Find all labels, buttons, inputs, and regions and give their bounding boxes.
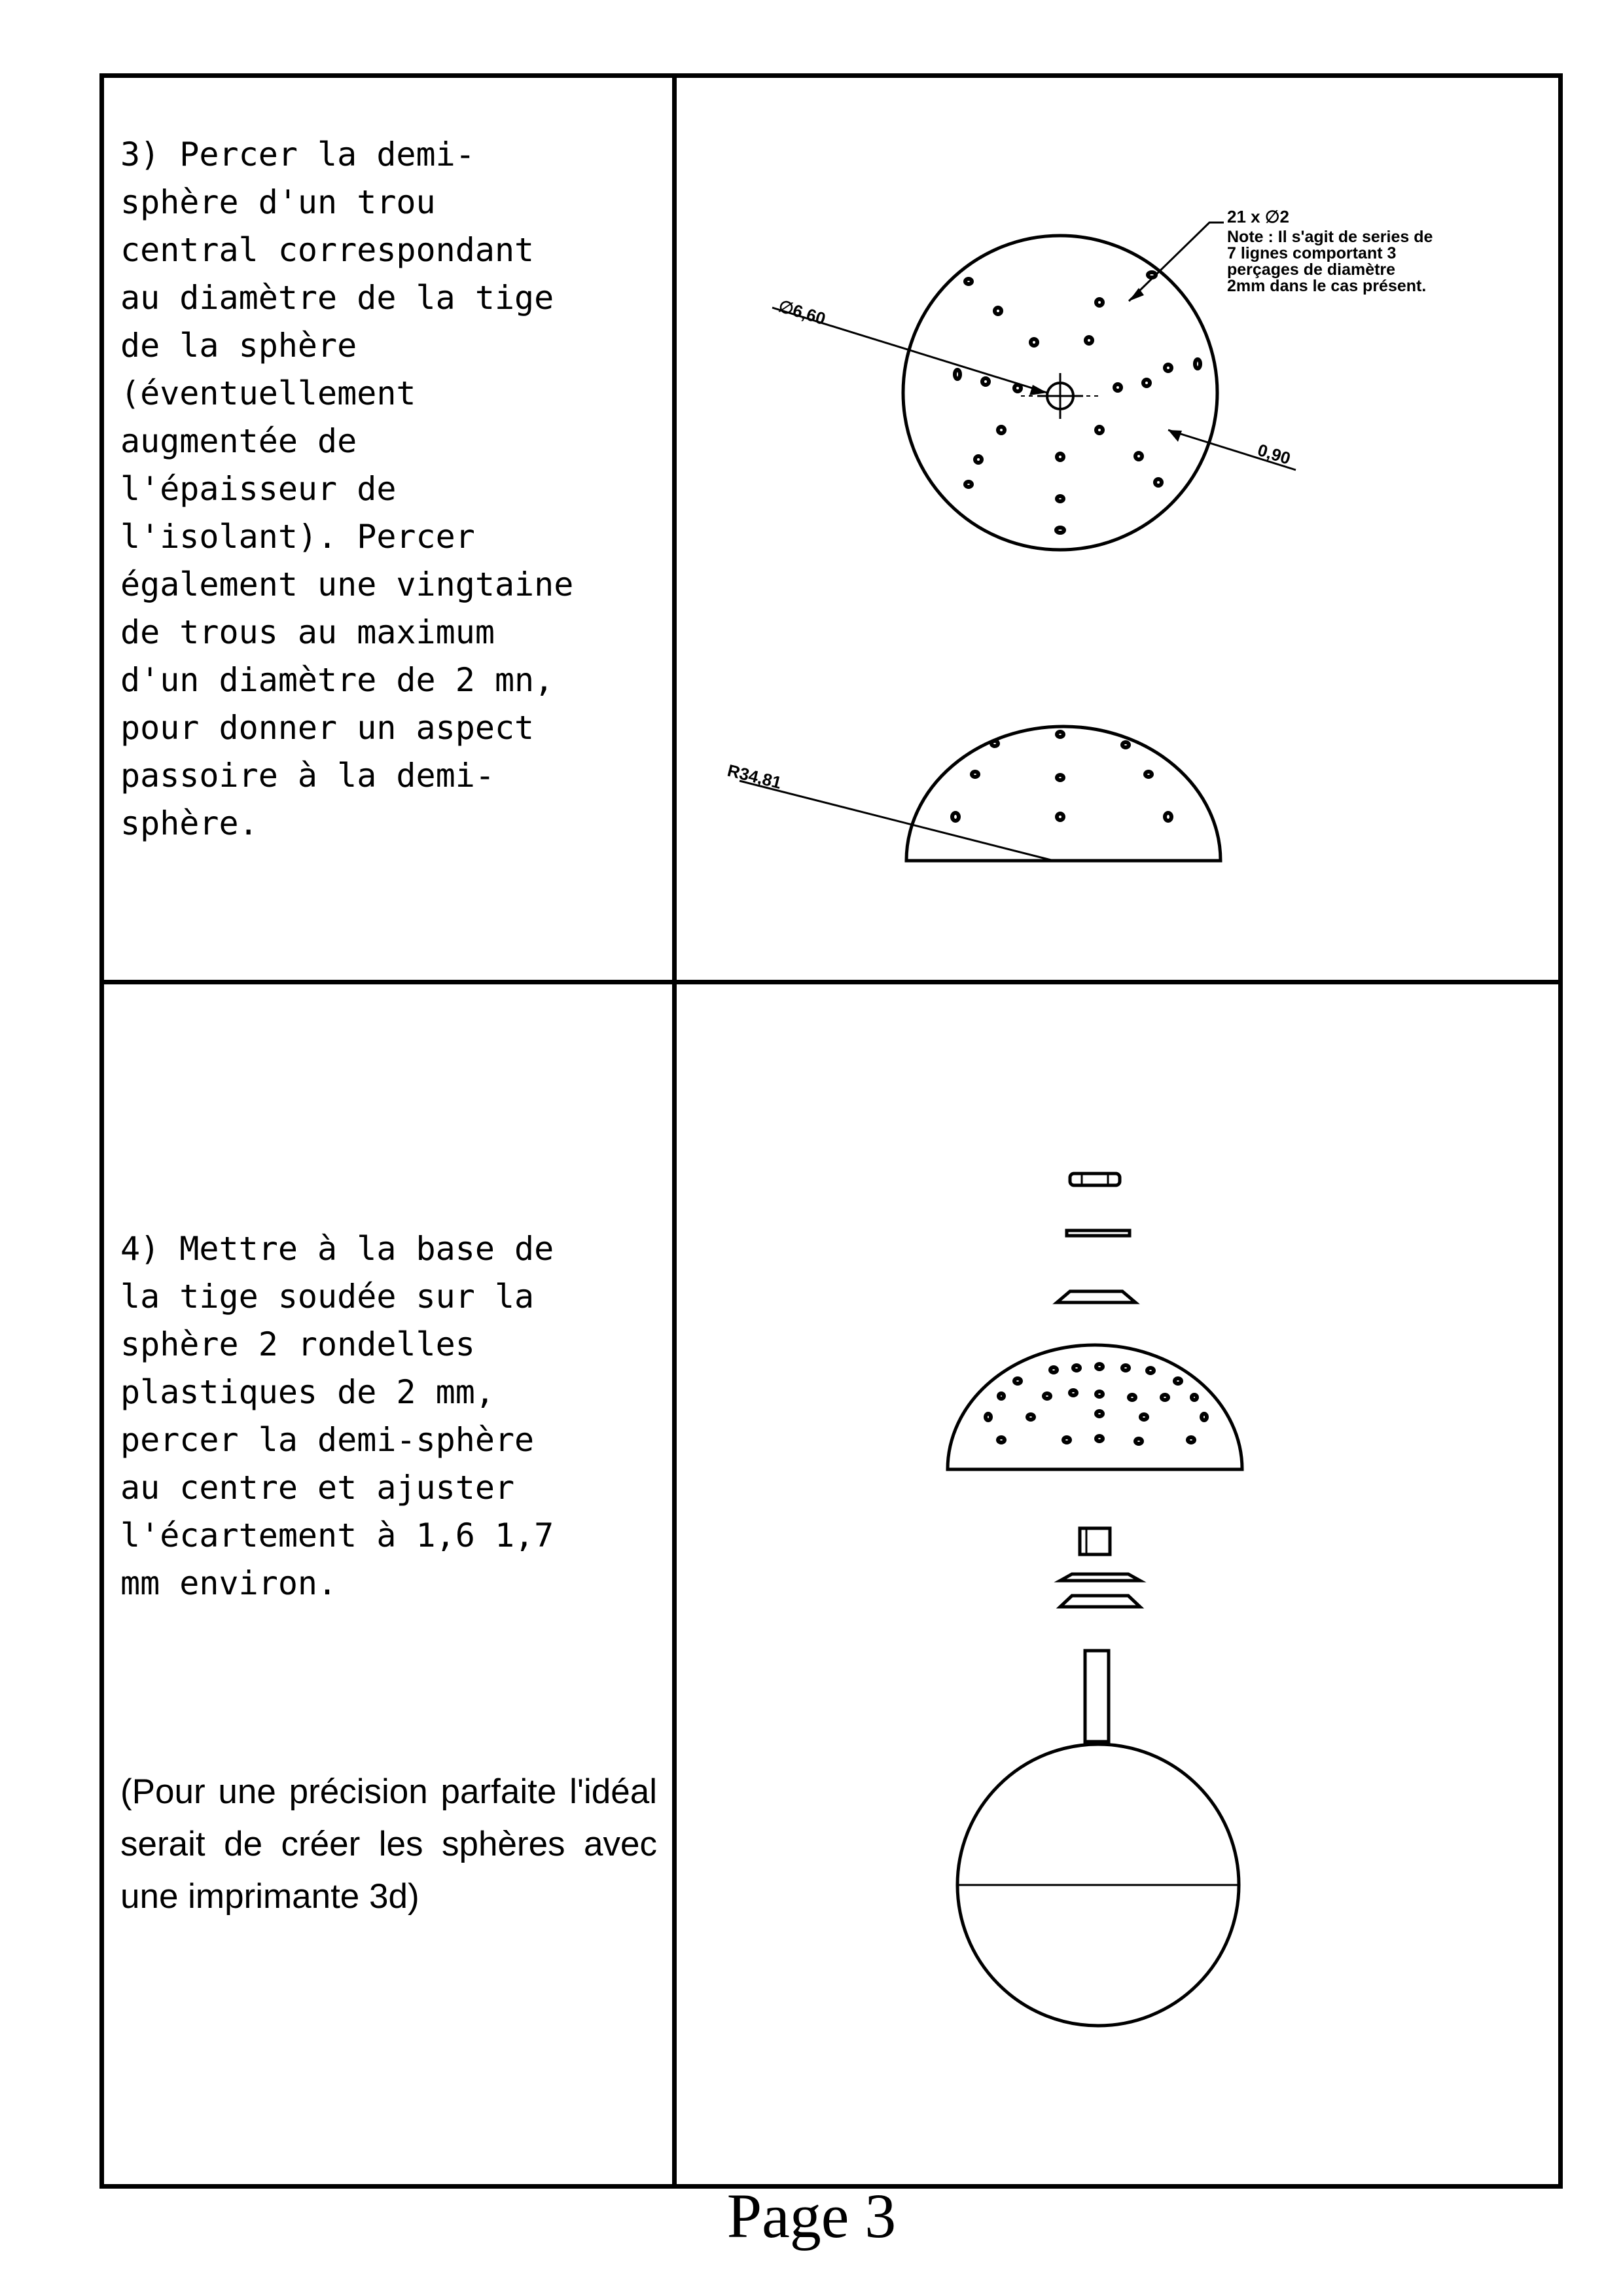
step-3-instructions: 3) Percer la demi- sphère d'un trou central correspondant au diamètre de la tige de la sphère (éventuellement augmentée de l'épaisseur de l'isolant). Percer également une vingtaine de trous au maximum d'un diamètre de 2 mn, pour donner un aspect passoire à la demi- sphère. bbox=[120, 135, 574, 842]
hole-callout: 21 x ∅2 bbox=[1227, 207, 1289, 226]
precision-note: (Pour une précision parfaite l'idéal serait de créer les sphères avec une imprimante 3d) bbox=[120, 1772, 657, 1916]
thin-washer bbox=[1067, 1230, 1130, 1236]
welded-rod bbox=[1085, 1651, 1109, 1744]
hemisphere-drilling-drawing bbox=[681, 85, 1558, 975]
radius-leader bbox=[740, 781, 1054, 861]
hole-note-line-1: Note : Il s'agit de series de bbox=[1227, 228, 1433, 246]
row-divider bbox=[99, 980, 1563, 984]
beveled-washer-top bbox=[1057, 1291, 1135, 1302]
thickness-dimension: 0,90 bbox=[1255, 440, 1293, 469]
radius-dimension: R34,81 bbox=[725, 760, 784, 793]
top-nut bbox=[1070, 1174, 1120, 1185]
side-view-hemisphere bbox=[906, 726, 1221, 861]
hole-note-line-3: perçages de diamètre bbox=[1227, 260, 1396, 279]
exploded-assembly-drawing bbox=[681, 988, 1558, 2179]
column-divider bbox=[672, 73, 677, 2189]
center-hole-dimension: ∅6,60 bbox=[776, 296, 829, 329]
assembly-holes bbox=[986, 1364, 1207, 1444]
top-view-holes bbox=[955, 272, 1200, 533]
hole-note-line-4: 2mm dans le cas présent. bbox=[1227, 277, 1427, 295]
assembly-hemisphere bbox=[948, 1345, 1242, 1469]
spacer bbox=[1080, 1528, 1110, 1554]
plastic-washer-1 bbox=[1060, 1574, 1140, 1581]
plastic-washer-2 bbox=[1060, 1596, 1140, 1607]
hole-note-line-2: 7 lignes comportant 3 bbox=[1227, 244, 1397, 262]
page-number: Page 3 bbox=[726, 2181, 897, 2251]
step-4-instructions: 4) Mettre à la base de la tige soudée sur la sphère 2 rondelles plastiques de 2 mm, percer la demi-sphère au centre et ajuster l'écartement à 1,6 1,7 mm environ. bbox=[120, 1230, 554, 1602]
